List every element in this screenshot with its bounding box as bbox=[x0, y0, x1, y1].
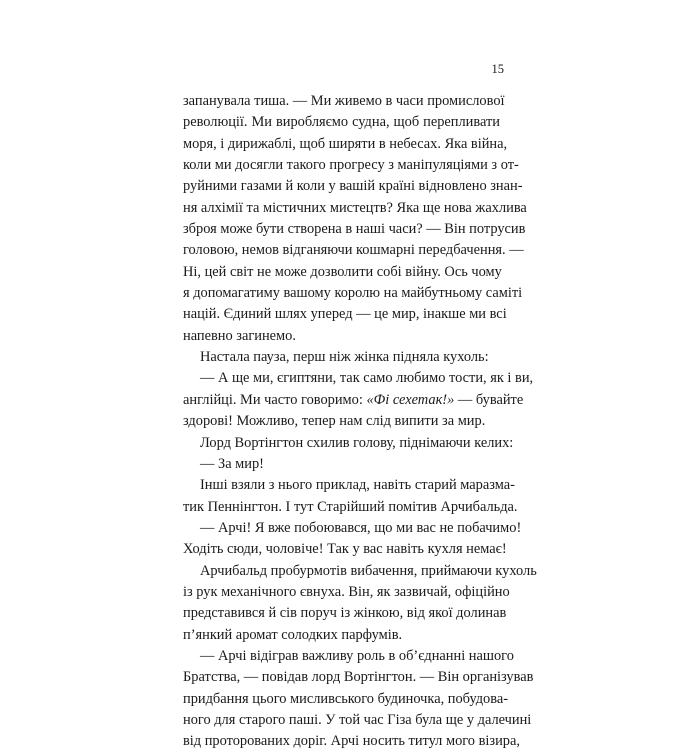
text-line: представився й сів поруч із жінкою, від якої долинав bbox=[183, 605, 507, 622]
text-line: націй. Єдиний шлях уперед — це мир, інакше ми всі bbox=[183, 306, 507, 323]
page-number: 15 bbox=[491, 62, 504, 76]
text-line: Настала пауза, перш ніж жінка підняла кухоль: bbox=[200, 349, 489, 366]
text-line: п’янкий аромат солодких парфумів. bbox=[183, 626, 403, 643]
text-line: — За мир! bbox=[200, 455, 264, 472]
text-line: — А ще ми, єгиптяни, так само любимо тости, як і ви, bbox=[200, 370, 534, 387]
text-line: коли ми досягли такого прогресу з маніпуляціями з от- bbox=[183, 157, 519, 174]
text-line: Ні, цей світ не може дозволити собі війну. Ось чому bbox=[183, 263, 502, 280]
text-line: англійці. Ми часто говоримо: «Фі сехетак!» — бувайте bbox=[183, 391, 524, 408]
text-line: — Арчі відіграв важливу роль в об’єднанні нашого bbox=[200, 647, 514, 664]
text-line: напевно загинемо. bbox=[183, 327, 296, 344]
text-line: ного для старого паші. У той час Гіза була ще у далечині bbox=[183, 711, 532, 728]
text-line: зброя може бути створена в наші часи? — Він потрусив bbox=[183, 221, 526, 238]
text-line: головою, немов відганяючи кошмарні передбачення. — bbox=[183, 242, 524, 259]
text-line: тик Пеннінгтон. І тут Старійший помітив Арчибальда. bbox=[183, 498, 518, 515]
italic-phrase: «Фі сехетак!» bbox=[366, 391, 455, 408]
text-line: революції. Ми виробляємо судна, щоб перепливати bbox=[183, 114, 500, 131]
text-line: Лорд Вортінгтон схилив голову, піднімаючи келих: bbox=[200, 434, 514, 451]
text-line: запанувала тиша. — Ми живемо в часи промислової bbox=[183, 93, 505, 109]
text-line: Інші взяли з нього приклад, навіть старий маразма- bbox=[200, 477, 515, 494]
text-line: із рук механічного євнуха. Він, як зазвичай, офіційно bbox=[183, 583, 510, 600]
text-line: Ходіть сюди, чоловіче! Так у вас навіть кухля немає! bbox=[183, 541, 507, 558]
text-line: від проторованих доріг. Арчі носить титул мого візира, bbox=[183, 733, 520, 750]
text-line: моря, і дирижаблі, щоб ширяти в небесах. Яка війна, bbox=[183, 135, 508, 152]
body-text bbox=[183, 91, 537, 753]
text-line: ня алхімії та містичних мистецтв? Яка ще нова жахлива bbox=[183, 199, 527, 216]
text-line: я допомагатиму вашому королю на майбутньому саміті bbox=[183, 285, 523, 302]
text-line: — Арчі! Я вже побоювався, що ми вас не побачимо! bbox=[200, 519, 522, 536]
text-line: придбання цього мисливського будиночка, побудова- bbox=[183, 690, 509, 707]
text-line: Арчибальд пробурмотів вибачення, приймаючи кухоль bbox=[200, 562, 537, 579]
text-line: руйними газами й коли у вашій країні відновлено знан- bbox=[183, 178, 523, 195]
text-line: Братства, — повідав лорд Вортінгтон. — Він організував bbox=[183, 669, 534, 686]
text-line: здорові! Можливо, тепер нам слід випити за мир. bbox=[183, 413, 486, 430]
